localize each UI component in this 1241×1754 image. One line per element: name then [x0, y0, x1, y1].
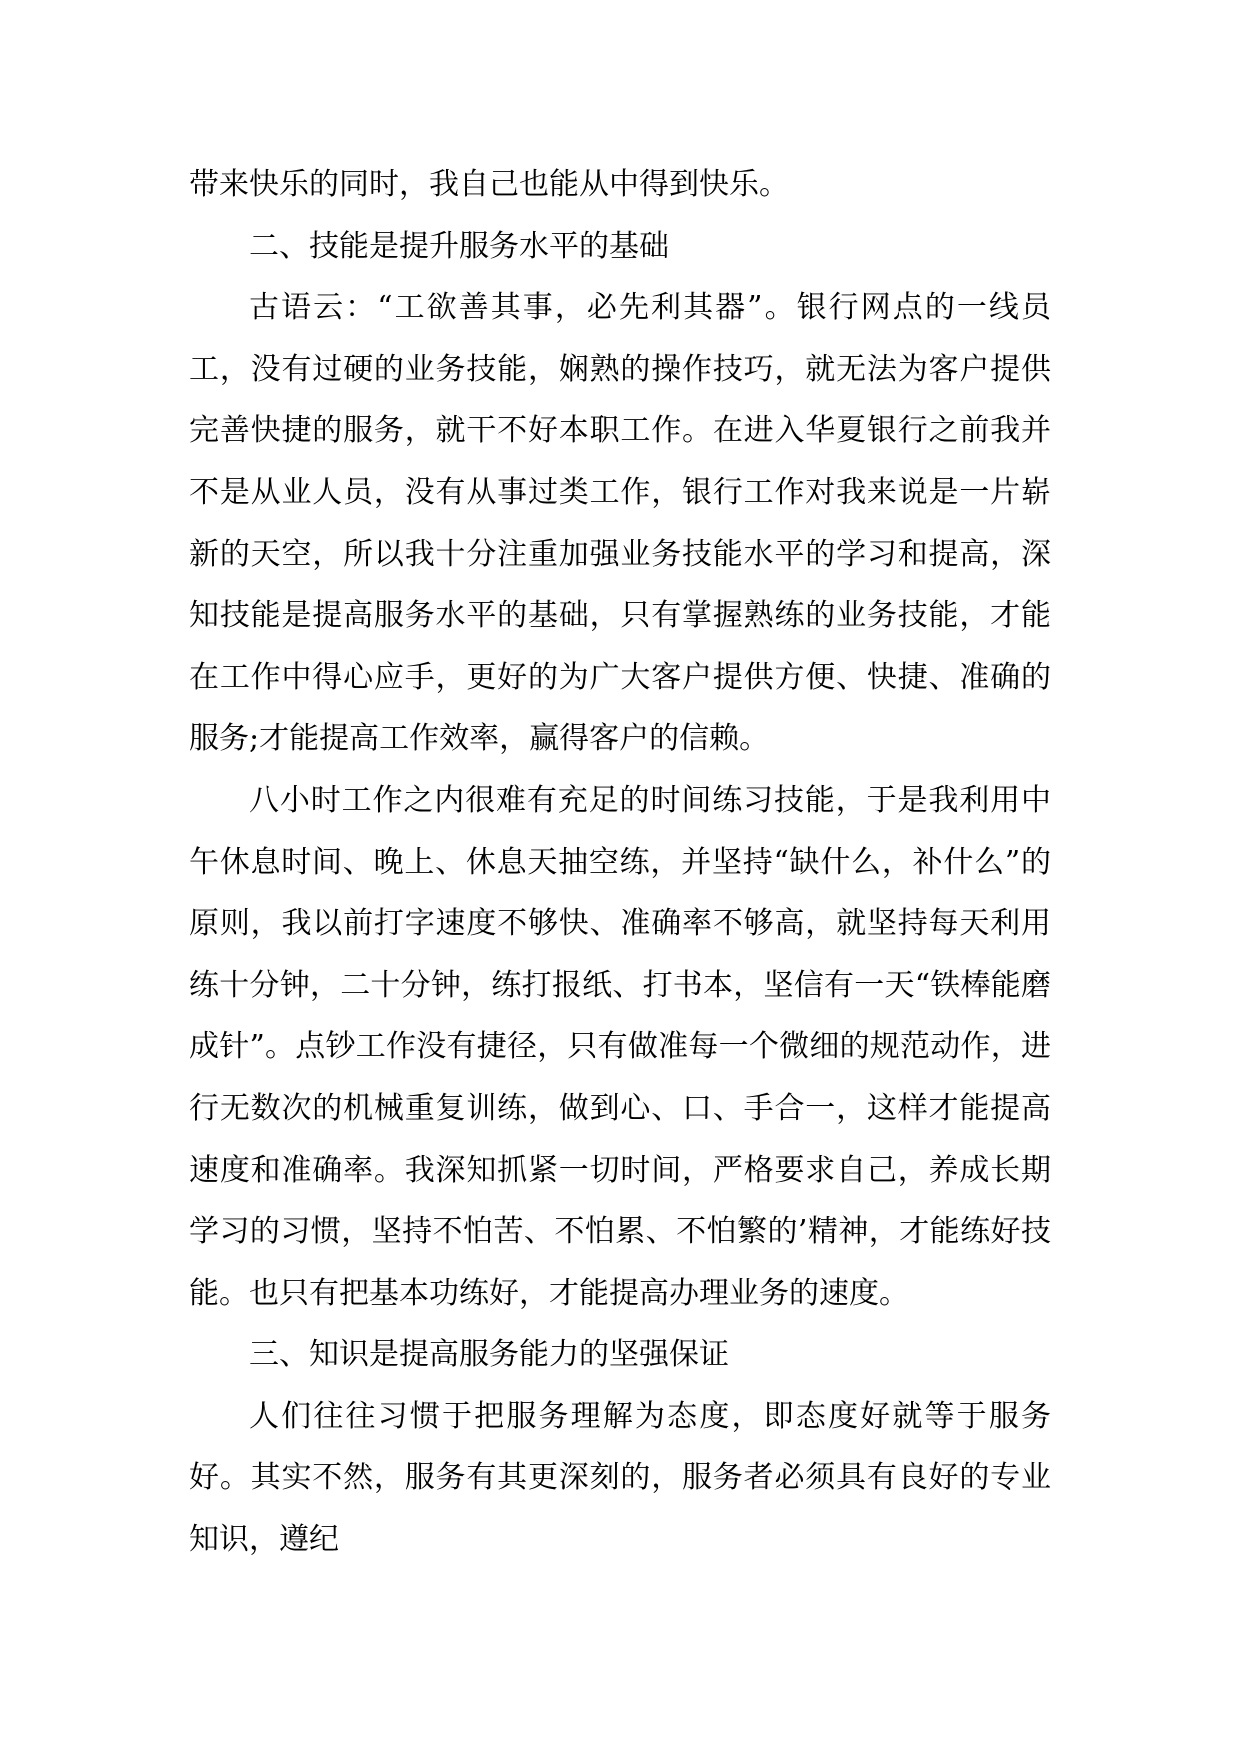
section-heading-knowledge: 三、知识是提高服务能力的坚强保证 [249, 1337, 729, 1373]
document-page [189, 154, 1051, 1571]
paragraph-skills-importance: 古语云：“工欲善其事，必先利其器”。银行网点的一线员工，没有过硬的业务技能，娴熟的操作技巧，就无法为客户提供完善快捷的服务，就干不好本职工作。在进入华夏银行之前我并不是从业人员，没有从事过类工作，银行工作对我来说是一片崭新的天空，所以我十分注重加强业务技能水平的学习和提高，深知技能是提高服务水平的基础，只有掌握熟练的业务技能，才能在工作中得心应手，更好的为广大客户提供方便、快捷、准确的服务;才能提高工作效率，赢得客户的信赖。 [189, 290, 1051, 757]
paragraph-knowledge: 人们往往习惯于把服务理解为态度，即态度好就等于服务好。其实不然，服务有其更深刻的，服务者必须具有良好的专业知识，遵纪 [189, 1398, 1051, 1558]
section-heading-skills: 二、技能是提升服务水平的基础 [249, 228, 669, 264]
paragraph-continuation: 带来快乐的同时，我自己也能从中得到快乐。 [189, 167, 789, 202]
paragraph-skills-practice: 八小时工作之内很难有充足的时间练习技能，于是我利用中午休息时间、晚上、休息天抽空练，并坚持“缺什么，补什么”的原则，我以前打字速度不够快、准确率不够高，就坚持每天利用练十分钟，二十分钟，练打报纸、打书本，坚信有一天“铁棒能磨成针”。点钞工作没有捷径，只有做准每一个微细的规范动作，进行无数次的机械重复训练，做到心、口、手合一，这样才能提高速度和准确率。我深知抓紧一切时间，严格要求自己，养成长期学习的习惯，坚持不怕苦、不怕累、不怕繁的’精神，才能练好技能。也只有把基本功练好，才能提高办理业务的速度。 [189, 782, 1051, 1311]
